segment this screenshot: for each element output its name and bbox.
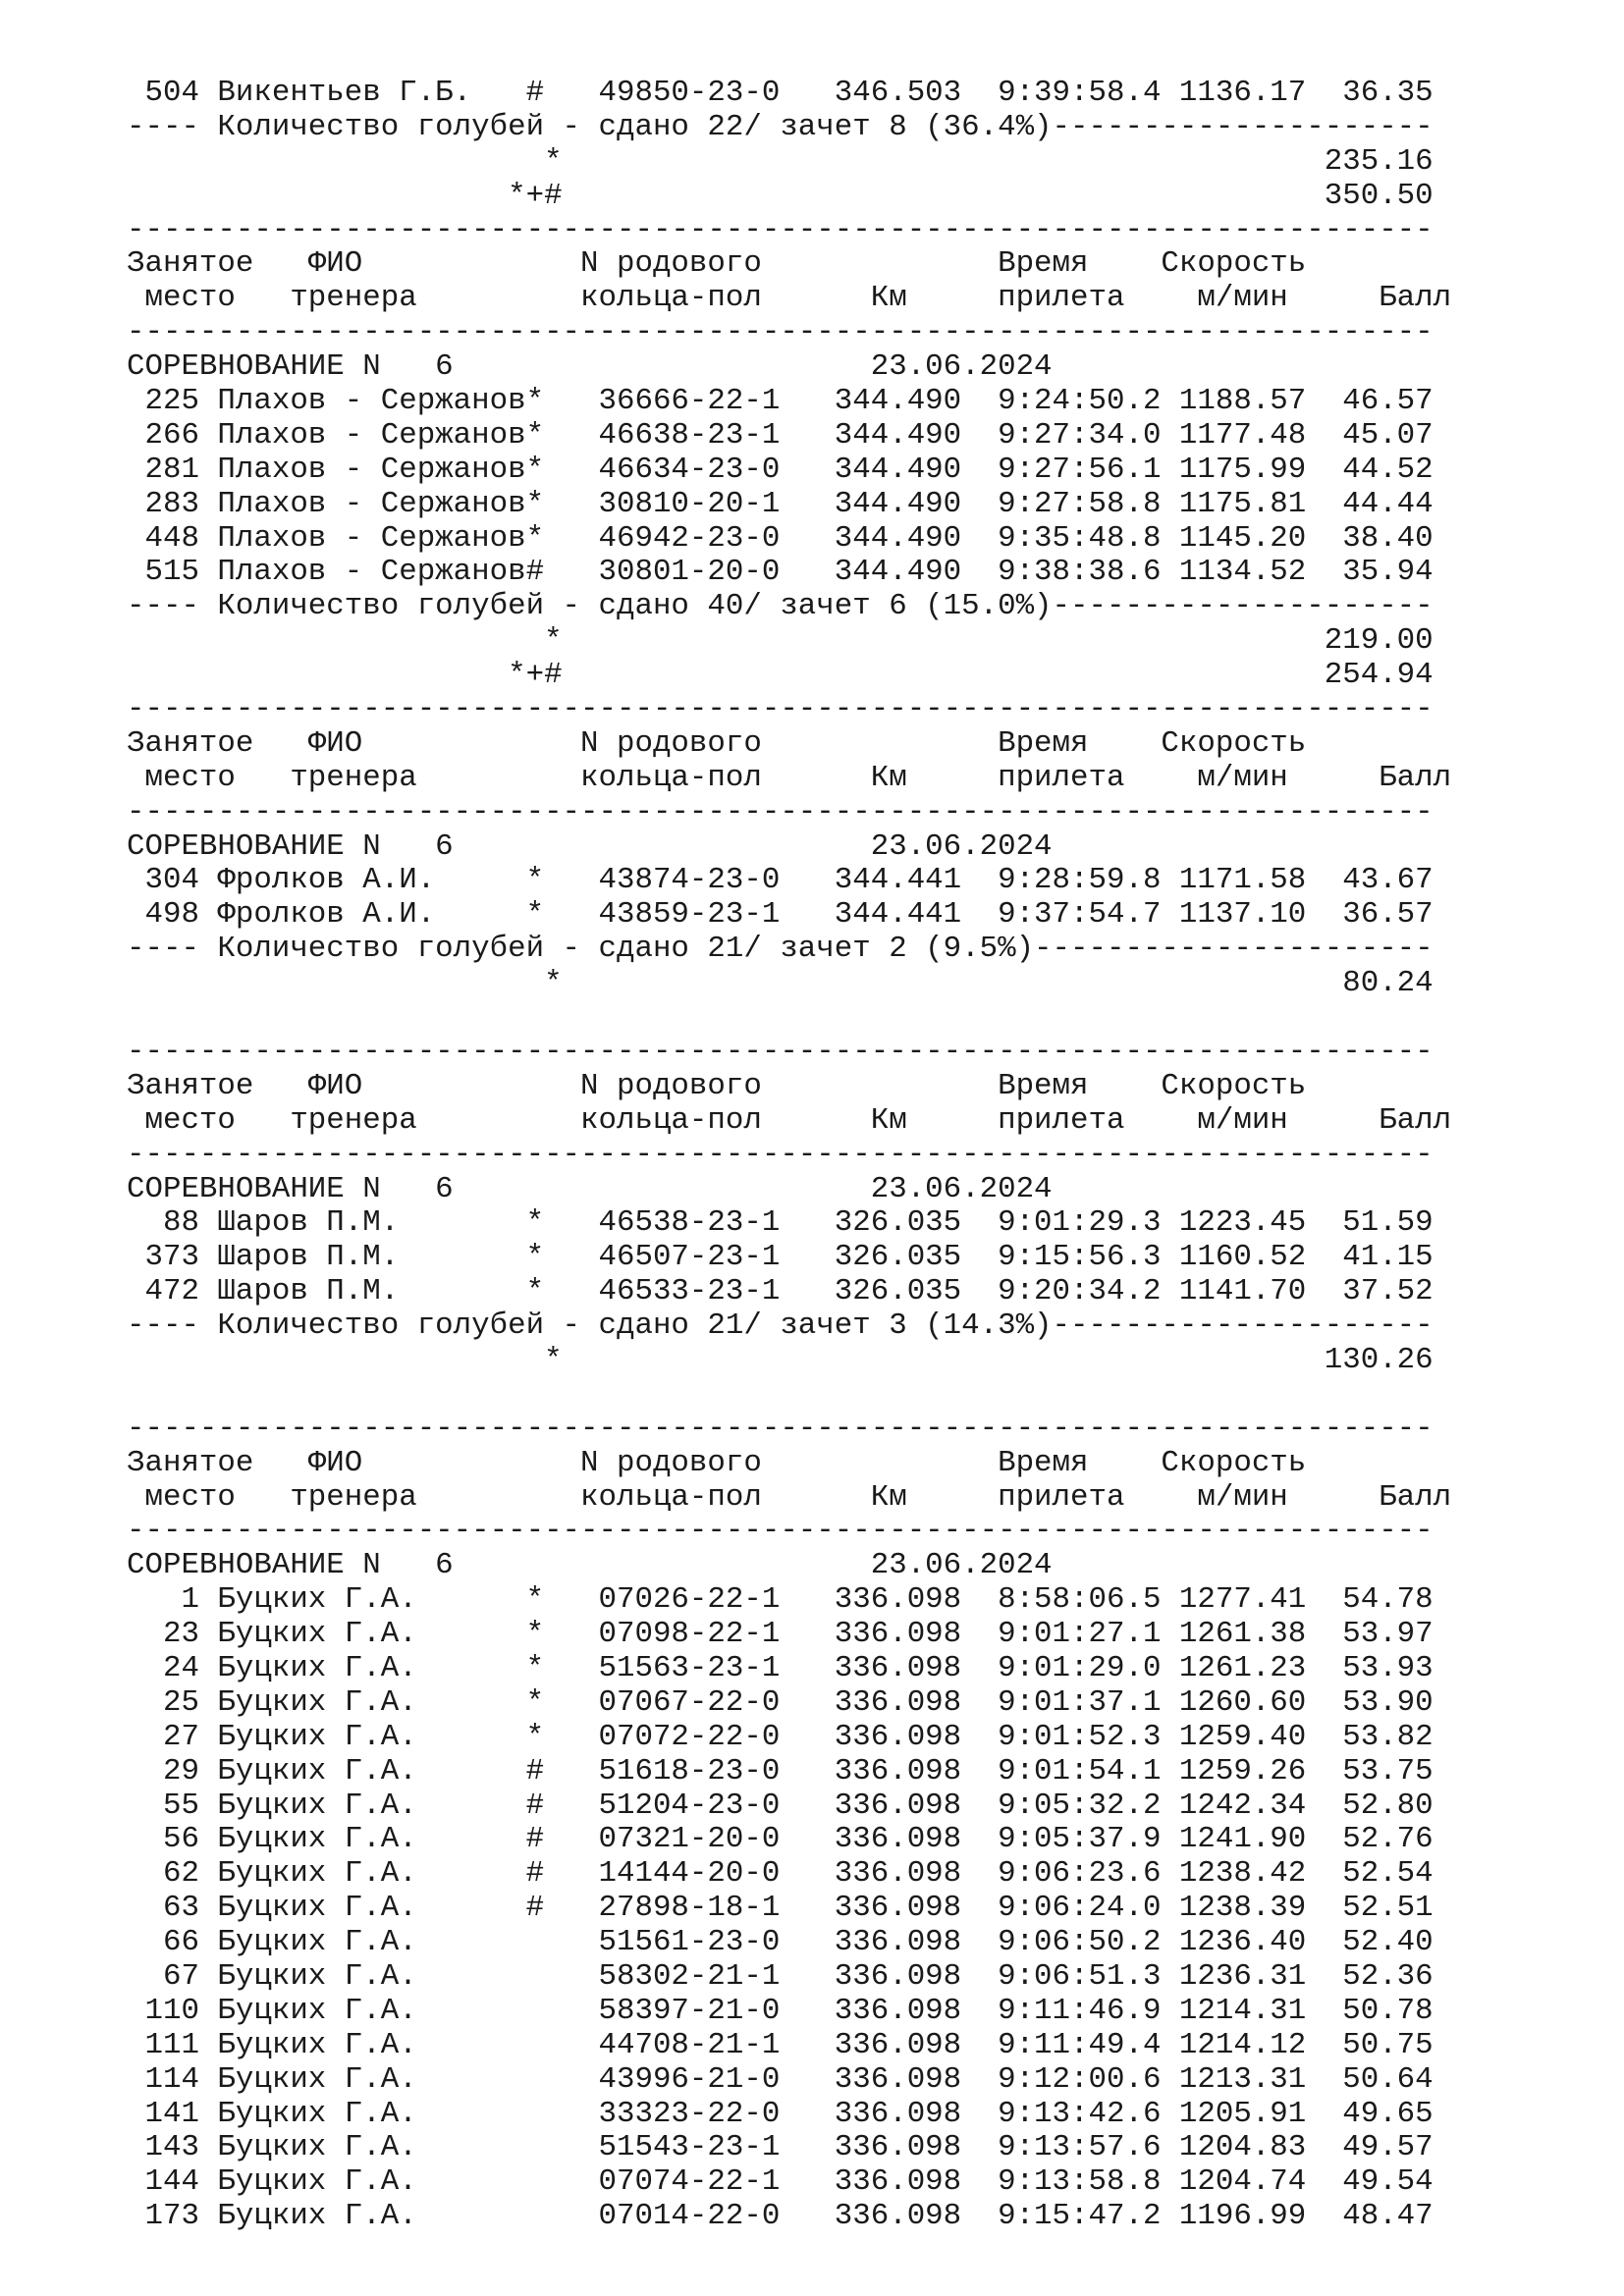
result-row: 504 Викентьев Г.Б. # 49850-23-0 346.503 9:39:58.4 1136.17 36.35 [127, 76, 1434, 110]
result-row: 55 Буцких Г.А. # 51204-23-0 336.098 9:05:32.2 1242.34 52.80 [127, 1788, 1434, 1823]
pigeon-count-summary: ---- Количество голубей - сдано 21/ зачет 2 (9.5%)---------------------- [127, 932, 1434, 967]
result-row: 283 Плахов - Сержанов* 30810-20-1 344.490 9:27:58.8 1175.81 44.44 [127, 486, 1434, 521]
column-header-row-1: Занятое ФИО N родового Время Скорость [127, 1445, 1307, 1480]
score-total: *+# 254.94 [127, 658, 1434, 693]
result-row: 62 Буцких Г.А. # 14144-20-0 336.098 9:06:23.6 1238.42 52.54 [127, 1856, 1434, 1892]
separator-line: ------------------------------------------------------------------------ [127, 692, 1434, 727]
column-header-row-2: место тренера кольца-пол Км прилета м/мин Балл [127, 760, 1452, 795]
result-row: 373 Шаров П.М. * 46507-23-1 326.035 9:15:56.3 1160.52 41.15 [127, 1240, 1434, 1275]
pigeon-count-summary: ---- Количество голубей - сдано 21/ зачет 3 (14.3%)--------------------- [127, 1308, 1434, 1344]
competition-header: СОРЕВНОВАНИЕ N 6 23.06.2024 [127, 1548, 1053, 1583]
result-row: 1 Буцких Г.А. * 07026-22-1 336.098 8:58:06.5 1277.41 54.78 [127, 1582, 1434, 1618]
result-row: 25 Буцких Г.А. * 07067-22-0 336.098 9:01:37.1 1260.60 53.90 [127, 1684, 1434, 1720]
result-row: 114 Буцких Г.А. 43996-21-0 336.098 9:12:00.6 1213.31 50.64 [127, 2061, 1434, 2097]
score-total: * 130.26 [127, 1342, 1434, 1377]
separator-line: ------------------------------------------------------------------------ [127, 1514, 1434, 1549]
blank-line [127, 1378, 1451, 1413]
column-header-row-2: место тренера кольца-пол Км прилета м/мин Балл [127, 281, 1452, 316]
separator-line: ------------------------------------------------------------------------ [127, 315, 1434, 350]
result-row: 56 Буцких Г.А. # 07321-20-0 336.098 9:05:37.9 1241.90 52.76 [127, 1822, 1434, 1857]
result-row: 66 Буцких Г.А. 51561-23-0 336.098 9:06:50.2 1236.40 52.40 [127, 1925, 1434, 1960]
separator-line: ------------------------------------------------------------------------ [127, 1034, 1434, 1069]
results-printout [127, 77, 1451, 2234]
result-row: 515 Плахов - Сержанов# 30801-20-0 344.490 9:38:38.6 1134.52 35.94 [127, 555, 1434, 590]
pigeon-count-summary: ---- Количество голубей - сдано 40/ зачет 6 (15.0%)--------------------- [127, 589, 1434, 624]
column-header-row-2: место тренера кольца-пол Км прилета м/мин Балл [127, 1479, 1452, 1515]
column-header-row-1: Занятое ФИО N родового Время Скорость [127, 246, 1307, 282]
result-row: 472 Шаров П.М. * 46533-23-1 326.035 9:20:34.2 1141.70 37.52 [127, 1274, 1434, 1309]
result-row: 24 Буцких Г.А. * 51563-23-1 336.098 9:01:29.0 1261.23 53.93 [127, 1650, 1434, 1685]
result-row: 498 Фролков А.И. * 43859-23-1 344.441 9:37:54.7 1137.10 36.57 [127, 897, 1434, 933]
result-row: 144 Буцких Г.А. 07074-22-1 336.098 9:13:58.8 1204.74 49.54 [127, 2164, 1434, 2200]
result-row: 67 Буцких Г.А. 58302-21-1 336.098 9:06:51.3 1236.31 52.36 [127, 1958, 1434, 1994]
result-row: 266 Плахов - Сержанов* 46638-23-1 344.490 9:27:34.0 1177.48 45.07 [127, 417, 1434, 453]
result-row: 173 Буцких Г.А. 07014-22-0 336.098 9:15:47.2 1196.99 48.47 [127, 2199, 1434, 2234]
result-row: 27 Буцких Г.А. * 07072-22-0 336.098 9:01:52.3 1259.40 53.82 [127, 1719, 1434, 1754]
separator-line: ------------------------------------------------------------------------ [127, 1411, 1434, 1446]
separator-line: ------------------------------------------------------------------------ [127, 212, 1434, 247]
result-row: 448 Плахов - Сержанов* 46942-23-0 344.490 9:35:48.8 1145.20 38.40 [127, 520, 1434, 556]
score-total: * 235.16 [127, 143, 1434, 179]
column-header-row-1: Занятое ФИО N родового Время Скорость [127, 1068, 1307, 1103]
result-row: 281 Плахов - Сержанов* 46634-23-0 344.490 9:27:56.1 1175.99 44.52 [127, 452, 1434, 487]
competition-header: СОРЕВНОВАНИЕ N 6 23.06.2024 [127, 349, 1053, 385]
score-total: * 219.00 [127, 623, 1434, 659]
result-row: 29 Буцких Г.А. # 51618-23-0 336.098 9:01:54.1 1259.26 53.75 [127, 1753, 1434, 1789]
result-row: 23 Буцких Г.А. * 07098-22-1 336.098 9:01:27.1 1261.38 53.97 [127, 1617, 1434, 1652]
score-total: *+# 350.50 [127, 178, 1434, 213]
blank-line [127, 1001, 1451, 1036]
result-row: 304 Фролков А.И. * 43874-23-0 344.441 9:28:59.8 1171.58 43.67 [127, 863, 1434, 898]
competition-header: СОРЕВНОВАНИЕ N 6 23.06.2024 [127, 1171, 1053, 1206]
score-total: * 80.24 [127, 966, 1434, 1001]
result-row: 110 Буцких Г.А. 58397-21-0 336.098 9:11:46.9 1214.31 50.78 [127, 1993, 1434, 2028]
column-header-row-1: Занятое ФИО N родового Время Скорость [127, 725, 1307, 761]
result-row: 63 Буцких Г.А. # 27898-18-1 336.098 9:06:24.0 1238.39 52.51 [127, 1891, 1434, 1926]
result-row: 143 Буцких Г.А. 51543-23-1 336.098 9:13:57.6 1204.83 49.57 [127, 2130, 1434, 2165]
column-header-row-2: место тренера кольца-пол Км прилета м/мин Балл [127, 1102, 1452, 1138]
separator-line: ------------------------------------------------------------------------ [127, 794, 1434, 829]
competition-header: СОРЕВНОВАНИЕ N 6 23.06.2024 [127, 828, 1053, 864]
result-row: 111 Буцких Г.А. 44708-21-1 336.098 9:11:49.4 1214.12 50.75 [127, 2027, 1434, 2062]
result-row: 88 Шаров П.М. * 46538-23-1 326.035 9:01:29.3 1223.45 51.59 [127, 1205, 1434, 1241]
separator-line: ------------------------------------------------------------------------ [127, 1137, 1434, 1172]
result-row: 141 Буцких Г.А. 33323-22-0 336.098 9:13:42.6 1205.91 49.65 [127, 2096, 1434, 2131]
result-row: 225 Плахов - Сержанов* 36666-22-1 344.490 9:24:50.2 1188.57 46.57 [127, 384, 1434, 419]
pigeon-count-summary: ---- Количество голубей - сдано 22/ зачет 8 (36.4%)--------------------- [127, 109, 1434, 144]
